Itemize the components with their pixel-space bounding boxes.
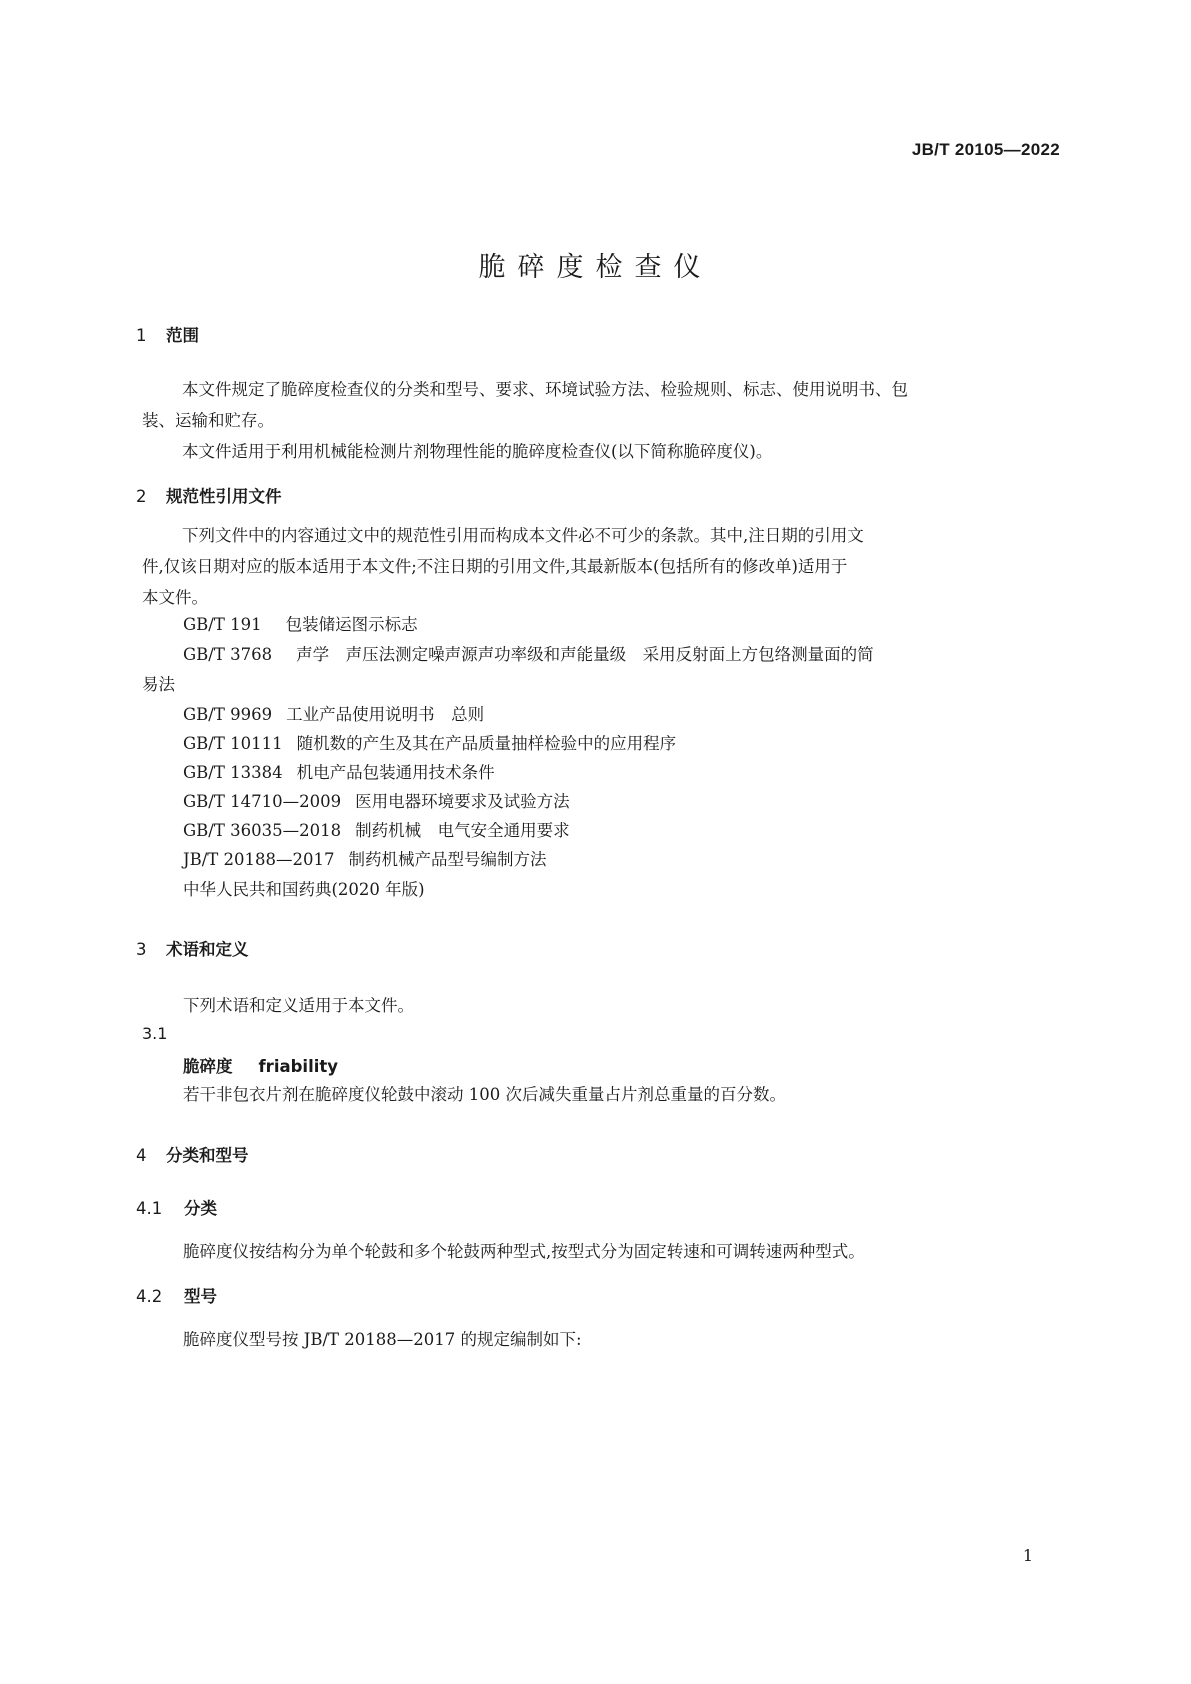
scope-paragraph-1 bbox=[142, 374, 1060, 436]
reference-item bbox=[183, 846, 547, 870]
section-number: 2 bbox=[136, 487, 147, 506]
reference-code: GB/T 9969 bbox=[183, 705, 273, 724]
reference-title: 随机数的产生及其在产品质量抽样检验中的应用程序 bbox=[296, 734, 677, 753]
reference-code: GB/T 10111 bbox=[183, 734, 283, 753]
reference-item bbox=[183, 701, 484, 725]
text-line: 本文件。 bbox=[142, 588, 208, 607]
subsection-title: 型号 bbox=[184, 1287, 217, 1306]
text-line: 装、运输和贮存。 bbox=[142, 411, 274, 430]
reference-title: 制药机械 电气安全通用要求 bbox=[355, 821, 570, 840]
subsection-4-1-heading bbox=[136, 1195, 217, 1219]
reference-continuation: 易法 bbox=[142, 675, 175, 694]
section-number: 1 bbox=[136, 326, 147, 345]
term-chinese: 脆碎度 bbox=[183, 1057, 233, 1076]
section-number: 4 bbox=[136, 1146, 147, 1165]
text-line: 本文件规定了脆碎度检查仪的分类和型号、要求、环境试验方法、检验规则、标志、使用说明书、包 bbox=[182, 380, 908, 399]
standard-number: JB/T 20105—2022 bbox=[911, 140, 1060, 159]
reference-code: GB/T 13384 bbox=[183, 763, 283, 782]
section-3-heading bbox=[136, 936, 249, 960]
reference-code: GB/T 14710—2009 bbox=[183, 792, 342, 811]
section-title: 范围 bbox=[166, 326, 199, 345]
term-definition: 若干非包衣片剂在脆碎度仪轮鼓中滚动 100 次后减失重量占片剂总重量的百分数。 bbox=[183, 1085, 786, 1104]
references-intro bbox=[142, 520, 1060, 613]
document-title: 脆碎度检查仪 bbox=[478, 252, 713, 283]
clause-number: 3.1 bbox=[142, 1024, 168, 1043]
reference-item bbox=[183, 876, 425, 900]
classification-text: 脆碎度仪按结构分为单个轮鼓和多个轮鼓两种型式,按型式分为固定转速和可调转速两种型式。 bbox=[183, 1242, 865, 1261]
reference-item bbox=[183, 611, 418, 635]
subsection-number: 4.2 bbox=[136, 1287, 163, 1306]
text-line: 本文件适用于利用机械能检测片剂物理性能的脆碎度检查仪(以下简称脆碎度仪)。 bbox=[182, 442, 773, 461]
page-number: 1 bbox=[1022, 1546, 1033, 1565]
reference-code: JB/T 20188—2017 bbox=[183, 850, 335, 869]
reference-title: 医用电器环境要求及试验方法 bbox=[355, 792, 570, 811]
model-text: 脆碎度仪型号按 JB/T 20188—2017 的规定编制如下: bbox=[183, 1330, 582, 1349]
section-4-heading bbox=[136, 1142, 249, 1166]
subsection-4-2-heading bbox=[136, 1283, 217, 1307]
reference-item bbox=[183, 730, 676, 754]
section-title: 术语和定义 bbox=[166, 940, 249, 959]
reference-title: 制药机械产品型号编制方法 bbox=[348, 850, 547, 869]
reference-item bbox=[183, 788, 570, 812]
reference-item bbox=[183, 817, 570, 841]
term-english: friability bbox=[258, 1057, 339, 1076]
text-line: 下列文件中的内容通过文中的规范性引用而构成本文件必不可少的条款。其中,注日期的引用文 bbox=[182, 526, 864, 545]
reference-title: 中华人民共和国药典(2020 年版) bbox=[183, 880, 425, 899]
section-2-heading bbox=[136, 483, 282, 507]
reference-title: 声学 声压法测定噪声源声功率级和声能量级 采用反射面上方包络测量面的简 bbox=[296, 645, 874, 664]
text-line: 件,仅该日期对应的版本适用于本文件;不注日期的引用文件,其最新版本(包括所有的修改单)适用于 bbox=[142, 557, 848, 576]
reference-title: 包装储运图示标志 bbox=[285, 615, 418, 634]
reference-code: GB/T 3768 bbox=[183, 645, 273, 664]
reference-item bbox=[183, 759, 495, 783]
section-1-heading bbox=[136, 322, 199, 346]
section-title: 规范性引用文件 bbox=[166, 487, 282, 506]
terms-intro: 下列术语和定义适用于本文件。 bbox=[183, 996, 414, 1015]
term-entry bbox=[183, 1053, 338, 1077]
reference-code: GB/T 36035—2018 bbox=[183, 821, 342, 840]
reference-title: 机电产品包装通用技术条件 bbox=[296, 763, 495, 782]
scope-paragraph-2 bbox=[142, 436, 1060, 467]
section-title: 分类和型号 bbox=[166, 1146, 249, 1165]
reference-code: GB/T 191 bbox=[183, 615, 262, 634]
section-number: 3 bbox=[136, 940, 147, 959]
subsection-number: 4.1 bbox=[136, 1199, 163, 1218]
reference-title: 工业产品使用说明书 总则 bbox=[286, 705, 485, 724]
subsection-title: 分类 bbox=[184, 1199, 217, 1218]
reference-item bbox=[183, 641, 874, 665]
